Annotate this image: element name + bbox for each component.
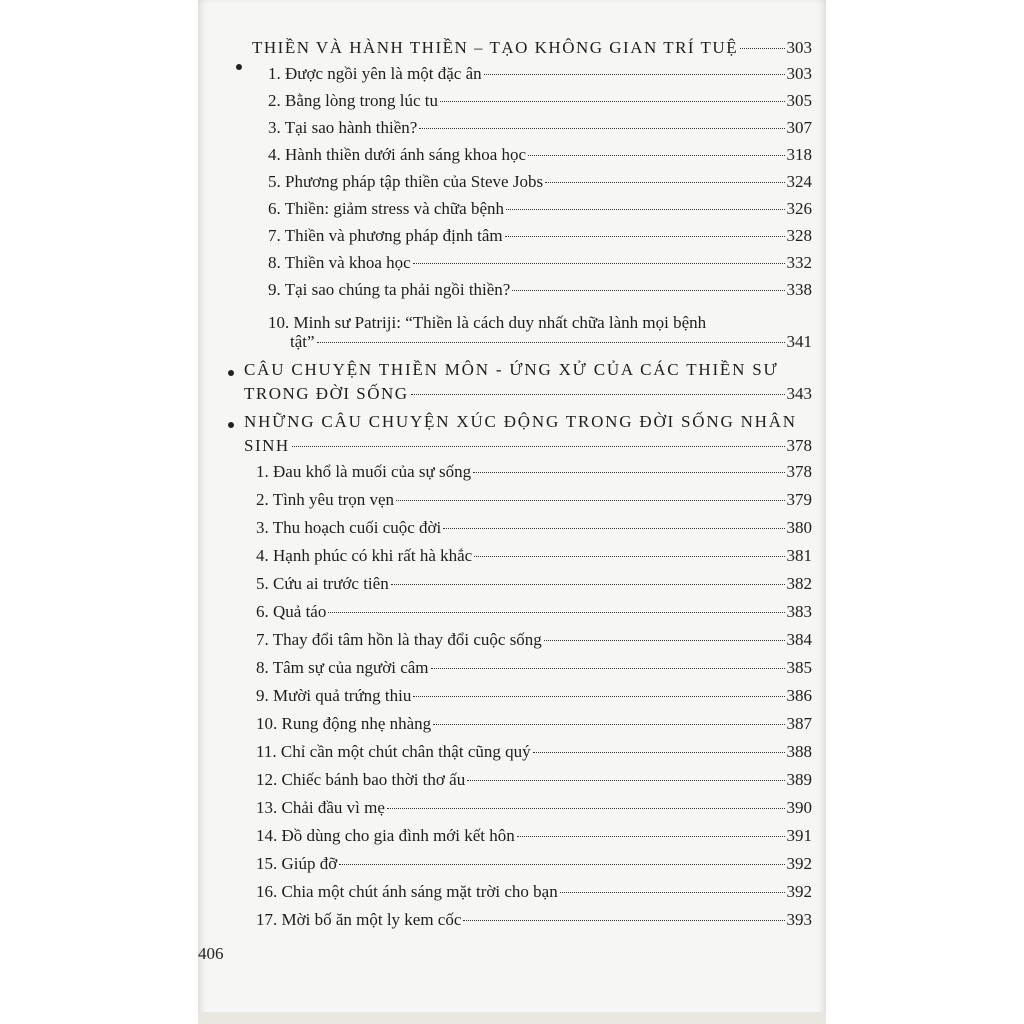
dot-leader [517,836,785,837]
page-ref: 378 [786,462,812,481]
page-ref: 388 [786,742,812,761]
page-ref: 380 [786,518,812,537]
toc-entry [256,574,812,594]
dot-leader [317,342,785,343]
page-ref: 324 [786,172,812,191]
entry-title: 1. Đau khổ là muối của sự sống [256,462,472,481]
toc-section-heading [252,38,812,58]
dot-leader [339,864,784,865]
dot-leader [474,556,784,557]
toc-entry [268,280,812,300]
toc-entry [268,253,812,273]
page-ref: 307 [786,118,812,137]
page-ref: 386 [786,686,812,705]
page-ref: 392 [786,882,812,901]
background-right [826,0,1024,1024]
toc-section-heading [244,436,812,456]
bullet-icon [236,64,242,70]
entry-title: 2. Tình yêu trọn vẹn [256,490,395,509]
dot-leader [545,182,784,183]
entry-title: 1. Được ngồi yên là một đặc ân [268,64,482,83]
page-ref: 382 [786,574,812,593]
page-ref: 328 [786,226,812,245]
dot-leader [443,528,784,529]
page-ref: 392 [786,854,812,873]
dot-leader [413,696,784,697]
dot-leader [431,668,785,669]
toc-entry [256,462,812,482]
entry-title: 3. Thu hoạch cuối cuộc đời [256,518,442,537]
page-ref: 305 [786,91,812,110]
section-title-line1: CÂU CHUYỆN THIỀN MÔN - ỨNG XỬ CỦA CÁC THIỀN SƯ [244,360,779,379]
page-ref: 384 [786,630,812,649]
dot-leader [505,236,785,237]
toc-entry [256,798,812,818]
dot-leader [463,920,784,921]
page-ref: 343 [786,384,812,403]
entry-title-line2: tật” [290,332,315,351]
bullet-icon [228,422,234,428]
dot-leader [473,472,784,473]
page-ref: 393 [786,910,812,929]
page-ref: 383 [786,602,812,621]
entry-title: 7. Thay đổi tâm hồn là thay đổi cuộc sống [256,630,542,649]
book-page [198,0,826,1024]
toc-entry [268,226,812,246]
entry-title: 12. Chiếc bánh bao thời thơ ấu [256,770,466,789]
entry-title: 4. Hành thiền dưới ánh sáng khoa học [268,145,527,164]
entry-title: 2. Bằng lòng trong lúc tu [268,91,438,110]
dot-leader [512,290,784,291]
page-number: 406 [198,944,224,963]
table-of-contents [198,0,826,1000]
toc-entry [256,546,812,566]
dot-leader [467,780,784,781]
page-ref: 341 [786,332,812,351]
dot-leader [560,892,785,893]
page-ref: 379 [786,490,812,509]
dot-leader [528,155,784,156]
toc-entry [290,332,812,352]
page-ref: 385 [786,658,812,677]
toc-entry [268,64,812,84]
section-title-line2: SINH [244,436,290,455]
toc-section-heading [244,384,812,404]
entry-title: 9. Tại sao chúng ta phải ngồi thiền? [268,280,511,299]
dot-leader [391,584,785,585]
section-title: THIỀN VÀ HÀNH THIỀN – TẠO KHÔNG GIAN TRÍ TUỆ [252,38,739,57]
entry-title: 11. Chỉ cần một chút chân thật cũng quý [256,742,531,761]
toc-entry [256,770,812,790]
page-ref: 381 [786,546,812,565]
dot-leader [433,724,784,725]
dot-leader [484,74,785,75]
toc-entry [256,742,812,762]
dot-leader [387,808,785,809]
background-left [0,0,198,1024]
section-title-line1: NHỮNG CÂU CHUYỆN XÚC ĐỘNG TRONG ĐỜI SỐNG NHÂN [244,412,797,431]
dot-leader [440,101,785,102]
entry-title: 8. Tâm sự của người câm [256,658,429,677]
entry-title: 5. Cứu ai trước tiên [256,574,389,593]
page-ref: 303 [786,64,812,83]
page-ref: 389 [786,770,812,789]
page-ref: 332 [786,253,812,272]
toc-entry [268,145,812,165]
entry-title: 17. Mời bố ăn một ly kem cốc [256,910,462,929]
dot-leader [506,209,785,210]
dot-leader [413,263,785,264]
toc-entry [268,118,812,138]
toc-entry [256,714,812,734]
toc-entry [256,686,812,706]
toc-entry [256,490,812,510]
dot-leader [411,394,785,395]
entry-title: 7. Thiền và phương pháp định tâm [268,226,503,245]
entry-title: 3. Tại sao hành thiền? [268,118,418,137]
dot-leader [740,48,784,49]
entry-title: 15. Giúp đỡ [256,854,338,873]
entry-title: 14. Đồ dùng cho gia đình mới kết hôn [256,826,515,845]
page-ref: 318 [786,145,812,164]
entry-title: 8. Thiền và khoa học [268,253,411,272]
toc-entry [268,172,812,192]
toc-entry [256,602,812,622]
entry-title: 13. Chải đầu vì mẹ [256,798,385,817]
toc-entry [256,658,812,678]
page-ref: 391 [786,826,812,845]
dot-leader [328,612,784,613]
toc-entry [268,91,812,111]
page-ref: 387 [786,714,812,733]
entry-title: 6. Quả táo [256,602,327,621]
page-ref: 326 [786,199,812,218]
entry-title: 4. Hạnh phúc có khi rất hà khắc [256,546,473,565]
dot-leader [419,128,784,129]
toc-entry [256,630,812,650]
entry-title: 16. Chia một chút ánh sáng mặt trời cho bạn [256,882,558,901]
entry-title: 10. Rung động nhẹ nhàng [256,714,432,733]
toc-entry [256,854,812,874]
toc-entry [268,199,812,219]
page-edge [198,1012,826,1024]
page-ref: 338 [786,280,812,299]
section-title-line2: TRONG ĐỜI SỐNG [244,384,409,403]
entry-title-line1: 10. Minh sư Patriji: “Thiền là cách duy nhất chữa lành mọi bệnh [268,313,707,332]
entry-title: 5. Phương pháp tập thiền của Steve Jobs [268,172,544,191]
toc-entry [256,518,812,538]
page-ref: 390 [786,798,812,817]
bullet-icon [228,370,234,376]
entry-title: 9. Mười quả trứng thiu [256,686,412,705]
toc-entry [256,826,812,846]
dot-leader [544,640,785,641]
toc-entry [256,910,812,930]
entry-title: 6. Thiền: giảm stress và chữa bệnh [268,199,504,218]
dot-leader [396,500,784,501]
page-ref: 378 [786,436,812,455]
dot-leader [292,446,785,447]
toc-entry [256,882,812,902]
dot-leader [533,752,785,753]
page-ref: 303 [786,38,812,57]
